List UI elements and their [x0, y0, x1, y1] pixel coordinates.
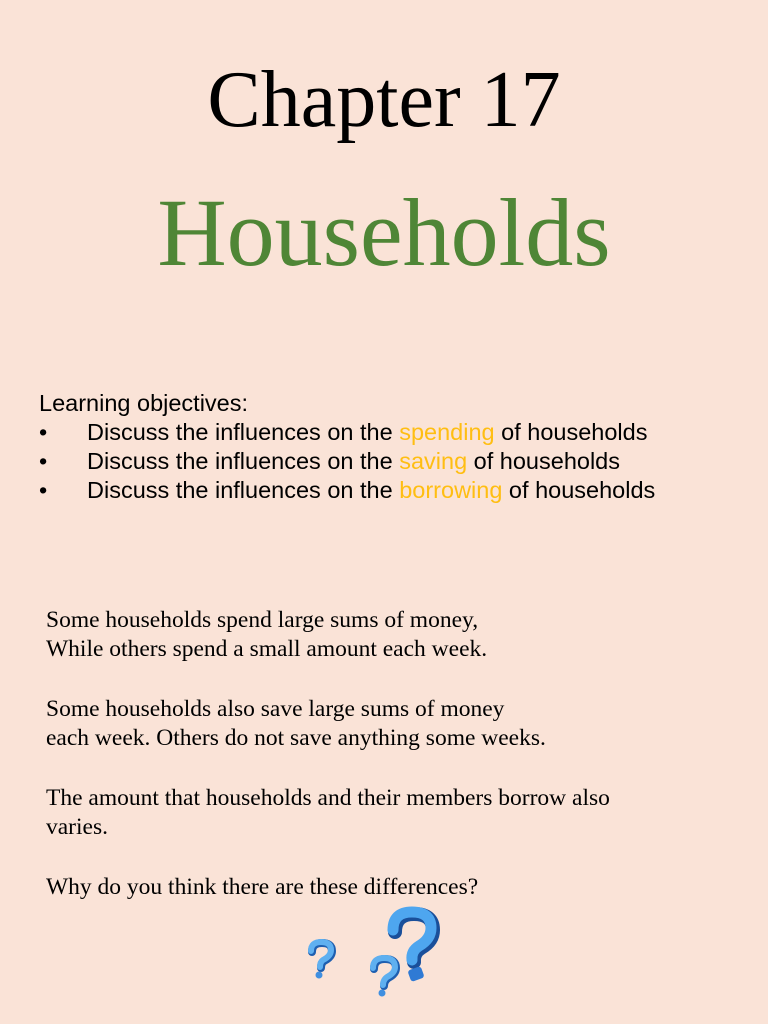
- text-line: each week. Others do not save anything some weeks.: [46, 725, 546, 751]
- page-title: Households: [157, 179, 611, 286]
- chapter-heading: Chapter 17: [207, 56, 561, 144]
- objective-highlight: saving: [399, 448, 468, 474]
- bullet: •: [39, 448, 48, 474]
- objective-highlight: spending: [399, 419, 495, 445]
- text-line: The amount that households and their members borrow also: [46, 785, 610, 811]
- objective-text: Discuss the influences on the: [87, 419, 400, 445]
- question-mark-small-icon: [304, 938, 338, 980]
- text-line: Some households also save large sums of money: [46, 696, 505, 722]
- objective-text-end: of households: [502, 477, 656, 503]
- bullet: •: [39, 477, 48, 503]
- objective-item: [39, 418, 759, 447]
- paragraph-saving: [46, 695, 736, 753]
- text-line: Some households spend large sums of money,: [46, 607, 479, 633]
- objective-item: [39, 476, 759, 505]
- objectives-heading: Learning objectives:: [39, 390, 249, 416]
- bullet: •: [39, 419, 48, 445]
- paragraph-spending: [46, 606, 736, 664]
- text-line: While others spend a small amount each week.: [46, 636, 488, 662]
- objective-item: [39, 447, 759, 476]
- objective-text: Discuss the influences on the: [87, 477, 400, 503]
- body-text: [46, 606, 736, 933]
- learning-objectives: [39, 389, 759, 505]
- objective-text: Discuss the influences on the: [87, 448, 400, 474]
- objective-text-end: of households: [467, 448, 621, 474]
- text-line: Why do you think there are these differences?: [46, 874, 479, 900]
- text-line: varies.: [46, 814, 108, 840]
- paragraph-borrowing: [46, 784, 736, 842]
- objective-highlight: borrowing: [399, 477, 503, 503]
- paragraph-question: [46, 873, 736, 902]
- question-mark-large-icon: [383, 906, 441, 986]
- objective-text-end: of households: [494, 419, 648, 445]
